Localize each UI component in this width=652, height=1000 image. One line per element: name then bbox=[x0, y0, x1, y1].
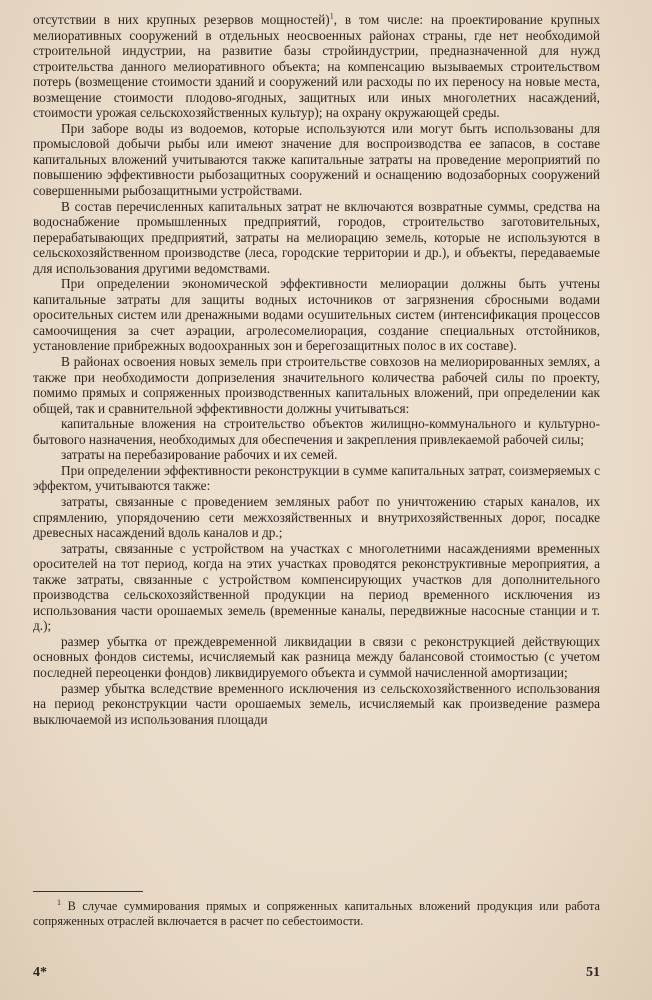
footnote-reference: 1 bbox=[329, 11, 334, 21]
paragraph-2: При заборе воды из водоемов, которые используются или могут быть использованы для промысловой добычи рыбы или имеют значение для воспроизводства ее запасов, в составе капитальных вложений учитываются также капитальные затраты на проведение мероприятий по повышению эффективности рыбозащитных сооружений и оснащению водозаборных сооружений совершенными рыбозащитными устройствами. bbox=[33, 120, 600, 199]
paragraph-8: При определении эффективности реконструкции в сумме капитальных затрат, соизмеряемых с эффектом, учитываются также: bbox=[33, 462, 600, 494]
paragraph-10: затраты, связанные с устройством на участках с многолетними насаждениями временных оросителей на тот период, когда на этих участках проводятся реконструктивные мероприятия, а также затраты, связанные с устройством компенсирующих участков для дополнительного производства сельскохозяйственной продукции на период временного исключения из использования части орошаемых земель (временные каналы, передвижные насосные станции и т. д.); bbox=[33, 540, 600, 634]
footnote bbox=[33, 899, 600, 929]
signature-mark: 4* bbox=[33, 965, 47, 980]
paragraph-12: размер убытка вследствие временного исключения из сельскохозяйственного использования на период реконструкции части орошаемых земель, исчисляемый как произведение размера выключаемой из использования площади bbox=[33, 680, 600, 727]
page-number: 51 bbox=[586, 965, 600, 980]
footnote-marker: 1 bbox=[57, 897, 61, 907]
paragraph-11: размер убытка от преждевременной ликвидации в связи с реконструкцией действующих основных фондов системы, исчисляемый как разница между балансовой стоимостью (с учетом последней переоценки фондов) ликвидируемого объекта и суммой начисленной амортизации; bbox=[33, 633, 600, 680]
paragraph-3: В состав перечисленных капитальных затрат не включаются возвратные суммы, средства на водоснабжение промышленных предприятий, городов, строительство заготовительных, перерабатывающих предприятий, затраты на мелиорацию земель, которые не используются в сельскохозяйственном производстве (леса, городские территории и др.), и объекты, передаваемые для использования другими ведомствами. bbox=[33, 198, 600, 276]
paragraph-5: В районах освоения новых земель при строительстве совхозов на мелиорированных землях, а также при необходимости допризеления значительного количества рабочей силы по проекту, помимо прямых и сопряженных производственных капитальных вложений, при определении как общей, так и сравнительной эффективности должны учитываться: bbox=[33, 354, 600, 416]
paragraph-7: затраты на перебазирование рабочих и их семей. bbox=[61, 447, 338, 463]
paragraph-6: капитальные вложения на строительство объектов жилищно-коммунального и культурно-бытового назначения, необходимых для обеспечения и закрепления привлекаемой рабочей силы; bbox=[33, 416, 600, 447]
paragraph-1: отсутствии в них крупных резервов мощностей)$^1$, в том числе: на проектирование крупных мелиоративных сооружений в отдельных неосвоенных районах страны, где нет необходимой строительной индустрии, на развитие базы стройиндустрии, предназначенной для нужд строительства данного мелиоративного объекта; на компенсацию вызываемых строительством потерь (возмещение стоимости зданий и сооружений или расходы по их переносу на новые места, возмещение стоимости плодово-ягодных, защитных или иных многолетних насаждений, стоимости урожая сельскохозяйственных культур); на охрану окружающей среды. bbox=[33, 11, 600, 121]
main-text bbox=[33, 12, 600, 727]
footnote-text: В случае суммирования прямых и сопряженных капитальных вложений продукция или работа сопряженных отраслей включается в расчет по себестоимости. bbox=[33, 899, 601, 928]
paragraph-9: затраты, связанные с проведением земляных работ по уничтожению старых каналов, их спрямлению, упорядочению сети межхозяйственных и внутрихозяйственных дорог, посадке древесных насаждений вдоль каналов и др.; bbox=[33, 493, 600, 541]
footnote-divider bbox=[33, 891, 143, 892]
paragraph-4: При определении экономической эффективности мелиорации должны быть учтены капитальные затраты для защиты водных источников от загрязнения сбросными водами оросительных систем или дренажными водами осушительных систем (интенсификация процессов самоочищения за счет аэрации, агролесомелиорация, создание специальных отстойников, установление прибрежных водоохранных зон и берегозащитных полос в их составе). bbox=[33, 276, 600, 354]
